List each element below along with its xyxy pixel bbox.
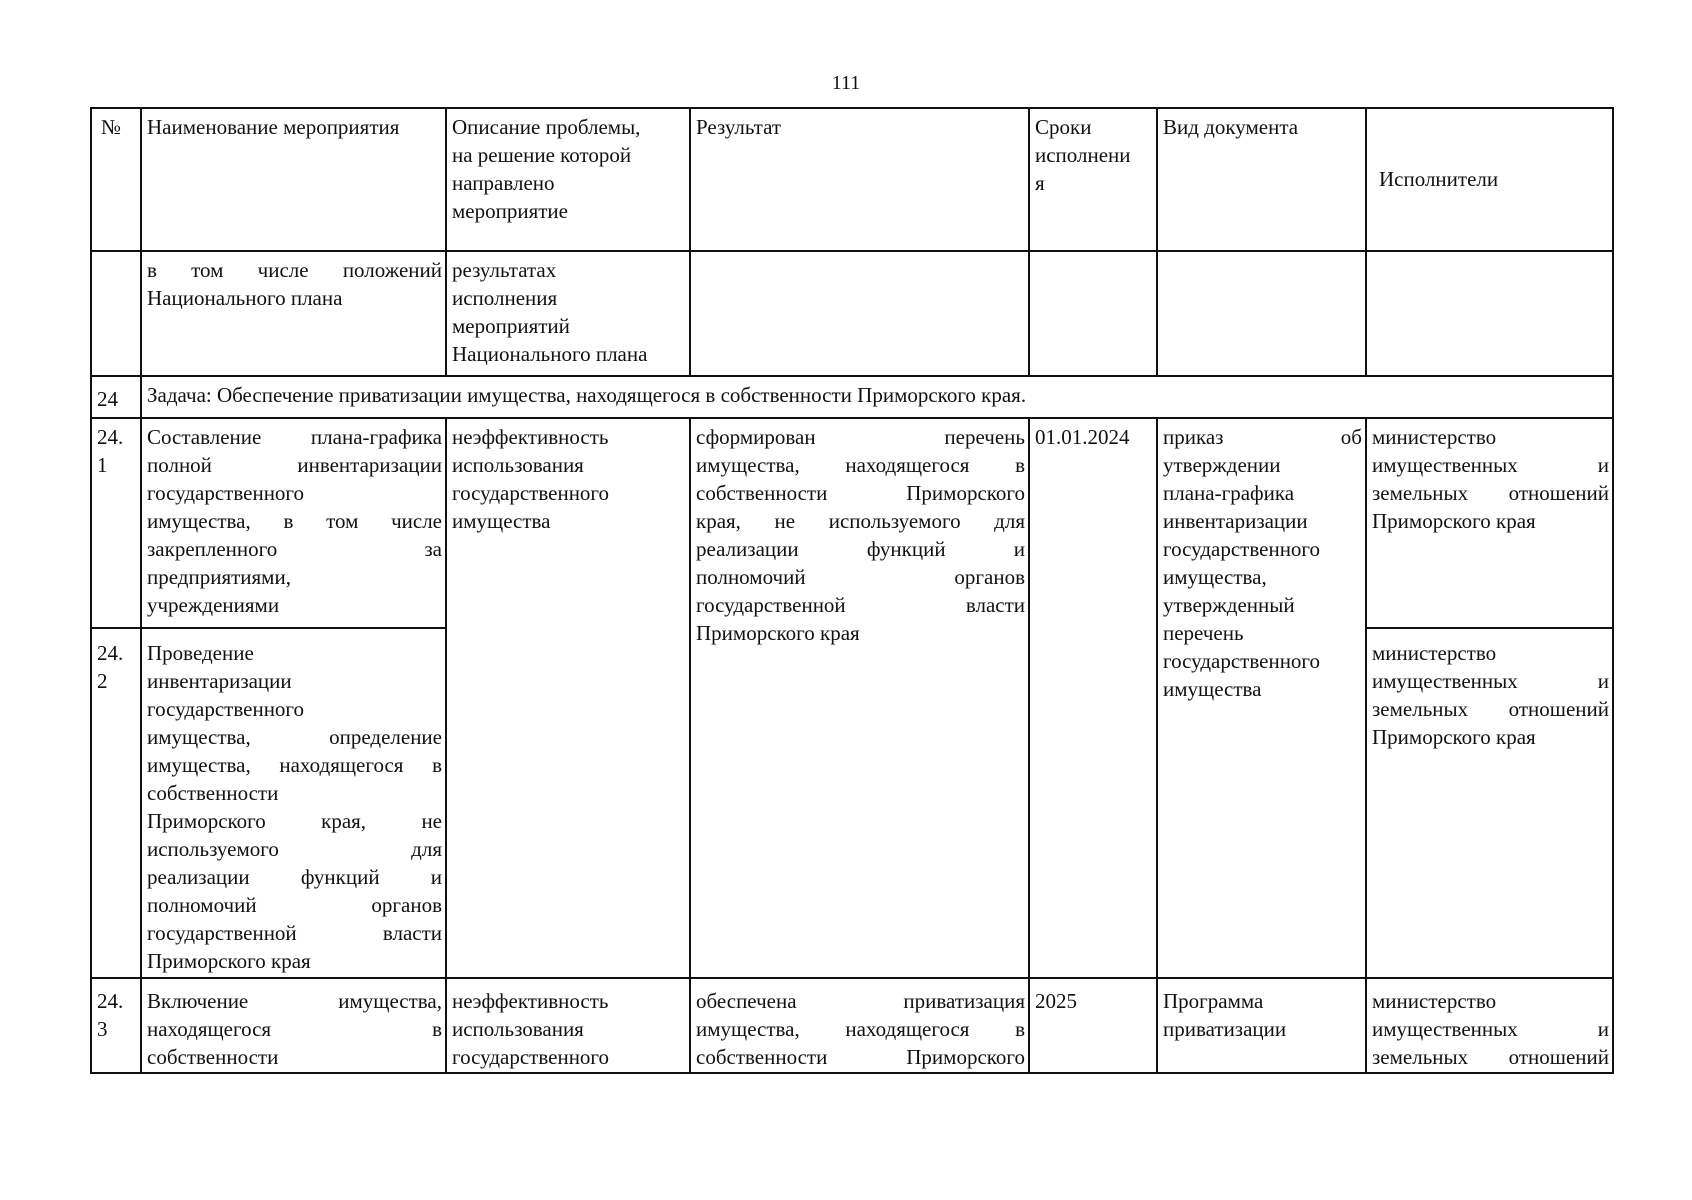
header-result: Результат xyxy=(690,108,1029,251)
cell-term: 01.01.2024 xyxy=(1029,418,1157,978)
header-problem: Описание проблемы, на решение которой направлено мероприятие xyxy=(446,108,690,251)
header-term: Сроки исполнени я xyxy=(1029,108,1157,251)
cell-name: Проведение инвентаризации государственного имущества, определение имущества, находящегося в собственности Приморского края, не используемого для реализации функций и полномочий органов государственной власти Приморского края xyxy=(141,628,446,978)
cell-name xyxy=(141,251,446,376)
cell-exec xyxy=(1366,251,1613,376)
action-plan-table xyxy=(90,107,1614,1074)
cell-problem: неэффективность использования государственного имущества xyxy=(446,418,690,978)
table-row-task xyxy=(91,376,1613,418)
cell-result xyxy=(690,251,1029,376)
header-exec: Исполнители xyxy=(1366,108,1613,251)
cell-problem: неэффективность использования государственного xyxy=(446,978,690,1073)
table-row-24-3 xyxy=(91,978,1613,1073)
cell-exec: министерство имущественных и земельных отношений xyxy=(1366,978,1613,1073)
cell-num: 24. 1 xyxy=(91,418,141,628)
cell-exec: министерство имущественных и земельных отношений Приморского края xyxy=(1366,628,1613,978)
table-row-24-1 xyxy=(91,418,1613,628)
cell-name: Составление плана-графика полной инвентаризации государственного имущества, в том числе закрепленного за предприятиями, учреждениями xyxy=(141,418,446,628)
table-row-continuation xyxy=(91,251,1613,376)
table-header-row xyxy=(91,108,1613,251)
cell-term: 2025 xyxy=(1029,978,1157,1073)
cell-term xyxy=(1029,251,1157,376)
cell-name: Включение имущества, находящегося в собственности xyxy=(141,978,446,1073)
cell-num: 24. 3 xyxy=(91,978,141,1073)
cell-doc: приказ об утверждении плана-графика инвентаризации государственного имущества, утвержденный перечень государственного имущества xyxy=(1157,418,1366,978)
cell-doc: Программа приватизации xyxy=(1157,978,1366,1073)
page-number: 111 xyxy=(831,72,861,94)
header-doc: Вид документа xyxy=(1157,108,1366,251)
task-num: 24 xyxy=(91,376,141,418)
cell-exec: министерство имущественных и земельных отношений Приморского края xyxy=(1366,418,1613,628)
cell-num: 24. 2 xyxy=(91,628,141,978)
cell-name-text: в том числе положений Национального плана xyxy=(147,258,442,310)
header-num: № xyxy=(91,108,141,251)
task-text: Задача: Обеспечение приватизации имущества, находящегося в собственности Приморского края. xyxy=(141,376,1613,418)
header-name: Наименование мероприятия xyxy=(141,108,446,251)
cell-result: обеспечена приватизация имущества, находящегося в собственности Приморского xyxy=(690,978,1029,1073)
cell-doc xyxy=(1157,251,1366,376)
cell-num xyxy=(91,251,141,376)
cell-result: сформирован перечень имущества, находящегося в собственности Приморского края, не используемого для реализации функций и полномочий органов государственной власти Приморского края xyxy=(690,418,1029,978)
cell-problem: результатах исполнения мероприятий Национального плана xyxy=(446,251,690,376)
